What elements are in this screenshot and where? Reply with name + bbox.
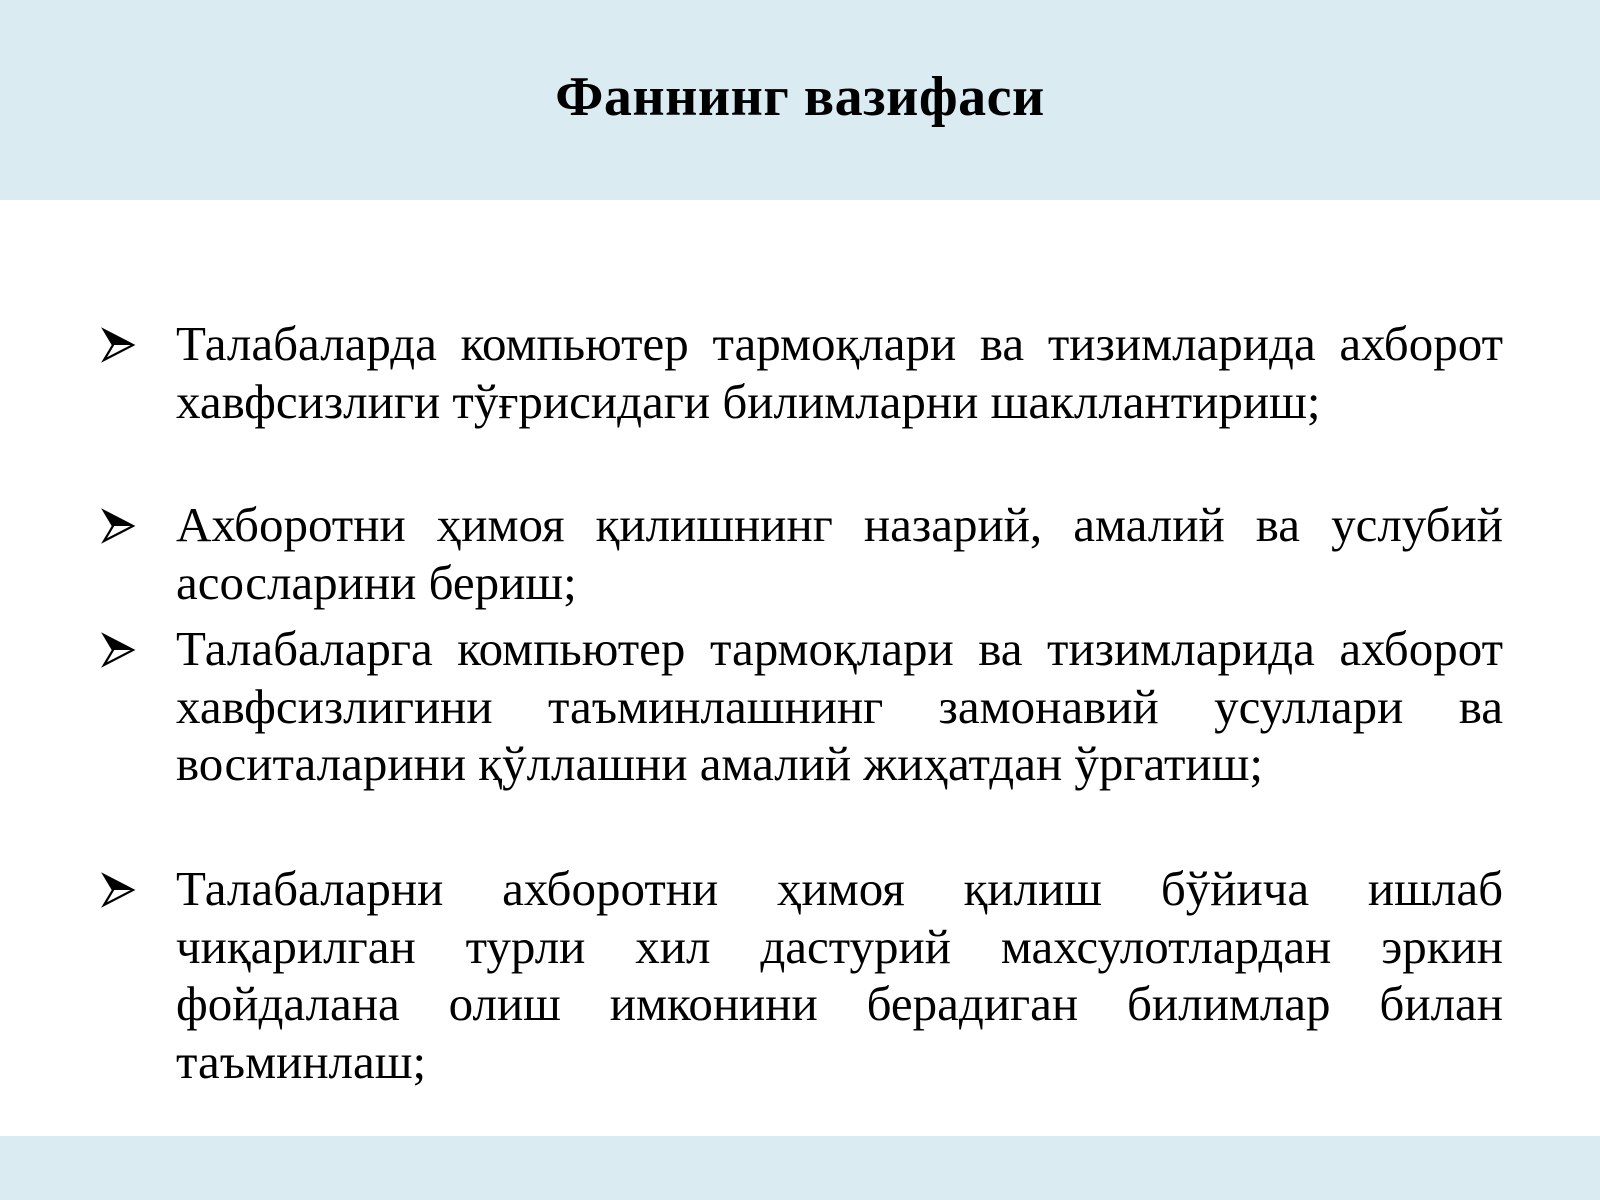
list-item-text: Талабаларни ахборотни ҳимоя қилиш бўйича ишлаб чиқарилган турли хил дастурий махсулотлардан эркин фойдалана олиш имконини берадиган билимлар билан таъминлаш; [176,861,1503,1089]
footer-band [0,1136,1600,1200]
list-item-text: Талабаларга компьютер тармоқлари ва тизимларида ахборот хавфсизлигини таъминлашнинг замонавий усуллари ва воситаларини қўллашни амалий жиҳатдан ўргатиш; [176,621,1503,791]
list-item-text: Талабаларда компьютер тармоқлари ва тизимларида ахборот хавфсизлиги тўғрисидаги билимларни шакллантириш; [176,316,1503,429]
arrowhead-bullet-icon [100,508,136,544]
list-item-text: Ахборотни ҳимоя қилишнинг назарий, амалий ва услубий асосларини бериш; [176,497,1503,610]
arrowhead-bullet-icon [100,632,136,668]
arrowhead-bullet-icon [100,327,136,363]
arrowhead-bullet-icon [100,872,136,908]
slide-title: Фаннинг вазифаси [555,66,1045,128]
